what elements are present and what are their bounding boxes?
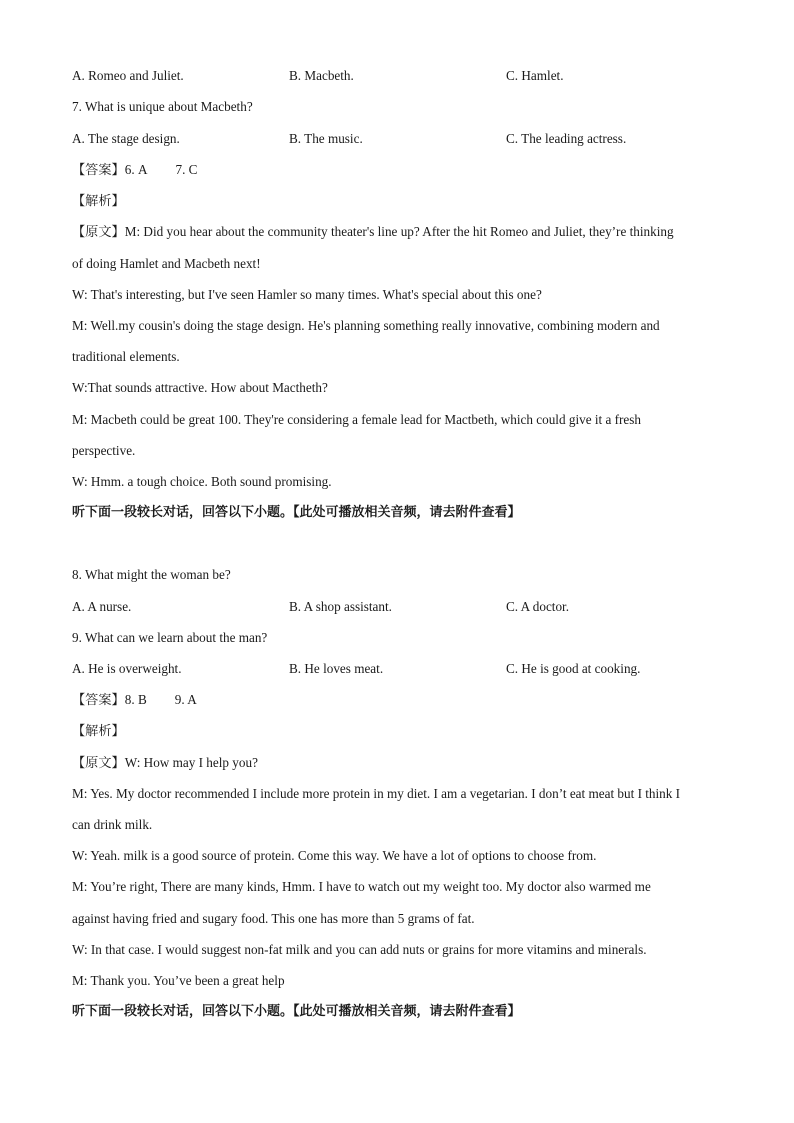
answer-6: 6. A [124, 162, 148, 177]
q8-option-b: B. A shop assistant. [289, 599, 392, 614]
transcript-line: against having fried and sugary food. This one has more than 5 grams of fat. [72, 911, 475, 926]
transcript-line: M: Well.my cousin's doing the stage design. He's planning something really innovative, combining modern and [72, 318, 660, 333]
answer-tag: 【答案】 [72, 692, 125, 707]
transcript-line: can drink milk. [72, 817, 153, 832]
transcript-line: traditional elements. [72, 349, 180, 364]
listening-instruction: 听下面一段较长对话，回答以下小题。【此处可播放相关音频，请去附件查看】 [72, 1004, 521, 1019]
answer-line-1 [72, 161, 197, 179]
transcript-line: M: You’re right, There are many kinds, Hmm. I have to watch out my weight too. My doctor also warmed me [72, 879, 651, 894]
q9-question: 9. What can we learn about the man? [72, 630, 268, 645]
transcript-line [72, 223, 674, 241]
q6-option-c: C. Hamlet. [506, 68, 564, 83]
transcript-line: M: Macbeth could be great 100. They're considering a female lead for Mactbeth, which could give it a fresh [72, 412, 641, 427]
q8-option-c: C. A doctor. [506, 599, 570, 614]
answer-9: 9. A [174, 692, 197, 707]
transcript-line [72, 754, 258, 772]
q8-question: 8. What might the woman be? [72, 567, 231, 582]
answer-tag: 【答案】 [72, 162, 125, 177]
q7-question: 7. What is unique about Macbeth? [72, 99, 253, 114]
q7-option-c: C. The leading actress. [506, 131, 627, 146]
q9-option-a: A. He is overweight. [72, 661, 182, 676]
analysis-tag-1: 【解析】 [72, 193, 125, 208]
transcript-tag: 【原文】 [72, 755, 125, 770]
q6-option-b: B. Macbeth. [289, 68, 354, 83]
answer-line-2 [72, 691, 197, 709]
transcript-text: M: Did you hear about the community theater's line up? After the hit Romeo and Juliet, they’re thinking [124, 224, 674, 239]
listening-instruction: 听下面一段较长对话，回答以下小题。【此处可播放相关音频，请去附件查看】 [72, 505, 521, 520]
transcript-tag: 【原文】 [72, 224, 125, 239]
q7-option-a: A. The stage design. [72, 131, 180, 146]
q7-option-b: B. The music. [289, 131, 363, 146]
analysis-tag-2: 【解析】 [72, 723, 125, 738]
transcript-line: M: Yes. My doctor recommended I include more protein in my diet. I am a vegetarian. I don’t eat meat but I think I [72, 786, 681, 801]
transcript-line: of doing Hamlet and Macbeth next! [72, 256, 261, 271]
transcript-line: W: In that case. I would suggest non-fat milk and you can add nuts or grains for more vitamins and minerals. [72, 942, 647, 957]
answer-7: 7. C [175, 162, 198, 177]
transcript-line: perspective. [72, 443, 136, 458]
transcript-line: M: Thank you. You’ve been a great help [72, 973, 285, 988]
transcript-text: W: How may I help you? [124, 755, 258, 770]
transcript-line: W: Hmm. a tough choice. Both sound promising. [72, 474, 332, 489]
transcript-line: W: Yeah. milk is a good source of protein. Come this way. We have a lot of options to choose from. [72, 848, 597, 863]
q9-option-b: B. He loves meat. [289, 661, 384, 676]
q9-option-c: C. He is good at cooking. [506, 661, 641, 676]
transcript-line: W: That's interesting, but I've seen Hamler so many times. What's special about this one? [72, 287, 542, 302]
q8-option-a: A. A nurse. [72, 599, 132, 614]
q6-option-a: A. Romeo and Juliet. [72, 68, 184, 83]
transcript-line: W:That sounds attractive. How about Mactheth? [72, 380, 328, 395]
answer-8: 8. B [124, 692, 147, 707]
